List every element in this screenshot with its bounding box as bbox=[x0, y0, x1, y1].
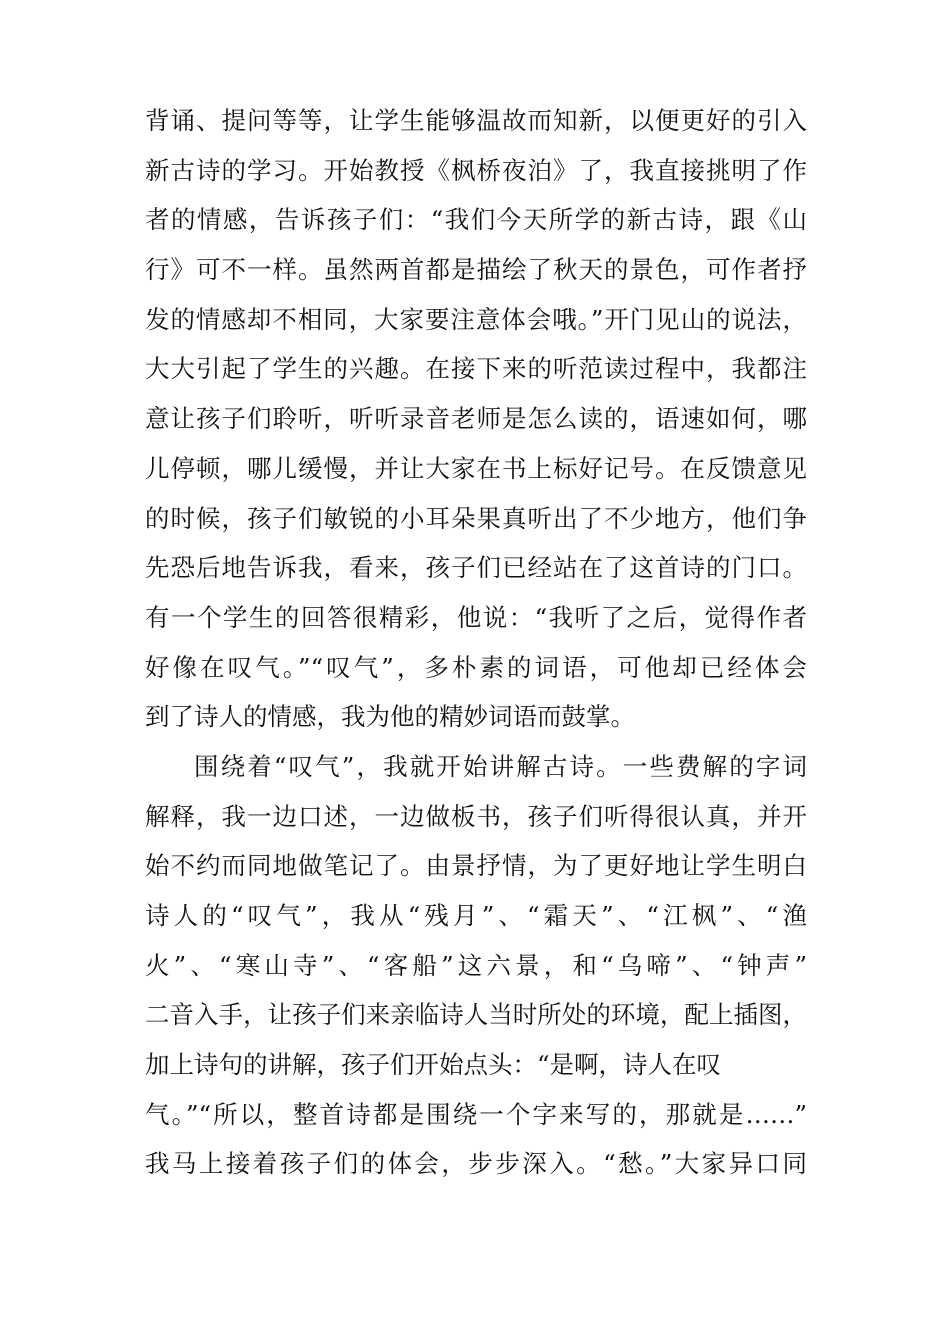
paragraph-start-line: 围绕着“叹气”，我就开始讲解古诗。一些费解的字词 bbox=[194, 751, 807, 781]
text-line: 大大引起了学生的兴趣。在接下来的听范读过程中，我都注 bbox=[145, 354, 807, 384]
text-line: 有一个学生的回答很精彩，他说：“我听了之后，觉得作者 bbox=[145, 602, 807, 632]
text-line: 新古诗的学习。开始教授《枫桥夜泊》了，我直接挑明了作 bbox=[145, 155, 807, 185]
text-line: 我马上接着孩子们的体会，步步深入。“愁。”大家异口同 bbox=[145, 1149, 807, 1179]
text-line: 发的情感却不相同，大家要注意体会哦。”开门见山的说法， bbox=[145, 304, 807, 334]
body-text bbox=[145, 96, 807, 1189]
text-line: 到了诗人的情感，我为他的精妙词语而鼓掌。 bbox=[145, 702, 635, 732]
text-line: 解释，我一边口述，一边做板书，孩子们听得很认真，并开 bbox=[145, 801, 807, 831]
text-line: 气。”“所以，整首诗都是围绕一个字来写的，那就是……” bbox=[145, 1099, 807, 1129]
text-line: 儿停顿，哪儿缓慢，并让大家在书上标好记号。在反馈意见 bbox=[145, 453, 807, 483]
text-line: 诗人的“叹气”，我从“残月”、“霜天”、“江枫”、“渔 bbox=[145, 901, 807, 930]
text-line: 背诵、提问等等，让学生能够温故而知新，以便更好的引入 bbox=[145, 106, 807, 135]
text-line: 意让孩子们聆听，听听录音老师是怎么读的，语速如何，哪 bbox=[145, 404, 807, 434]
text-line: 好像在叹气。”“叹气”，多朴素的词语，可他却已经体会 bbox=[145, 652, 807, 682]
text-line: 的时候，孩子们敏锐的小耳朵果真听出了不少地方，他们争 bbox=[145, 503, 807, 533]
text-line: 者的情感，告诉孩子们：“我们今天所学的新古诗，跟《山 bbox=[145, 205, 807, 235]
text-line: 行》可不一样。虽然两首都是描绘了秋天的景色，可作者抒 bbox=[145, 255, 807, 285]
text-line: 火”、“寒山寺”、“客船”这六景，和“乌啼”、“钟声” bbox=[145, 950, 807, 980]
text-line: 始不约而同地做笔记了。由景抒情，为了更好地让学生明白 bbox=[145, 851, 807, 881]
text-line: 加上诗句的讲解，孩子们开始点头：“是啊，诗人在叹 bbox=[145, 1050, 722, 1080]
text-line: 先恐后地告诉我，看来，孩子们已经站在了这首诗的门口。 bbox=[145, 553, 807, 583]
text-line: 二音入手，让孩子们来亲临诗人当时所处的环境，配上插图， bbox=[145, 1000, 807, 1030]
